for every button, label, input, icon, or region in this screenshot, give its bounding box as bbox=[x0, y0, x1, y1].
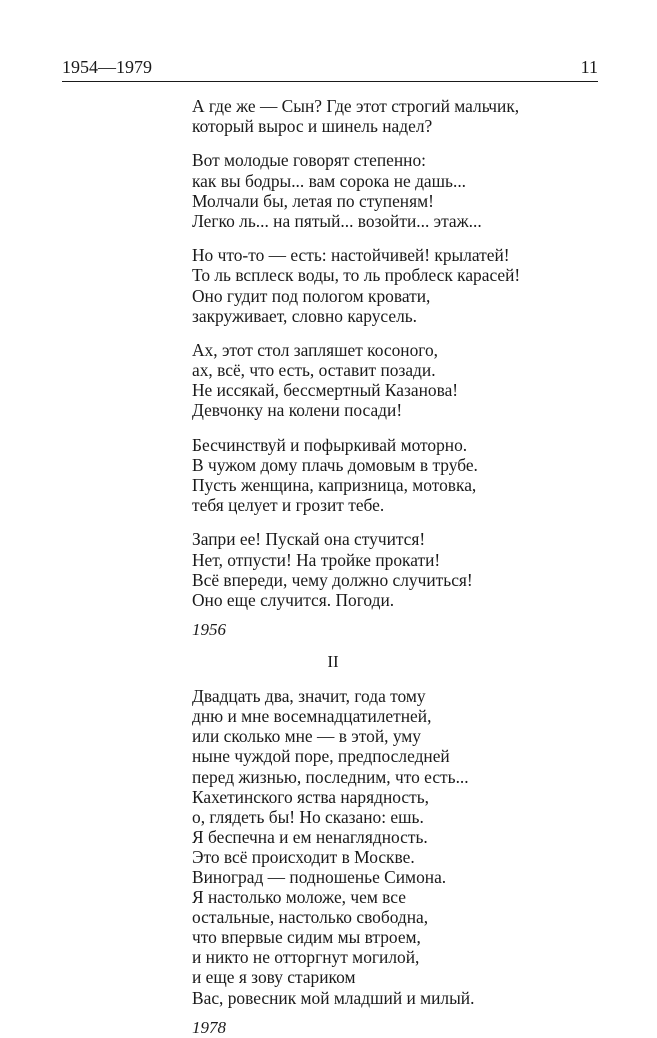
verse-line: и еще я зову стариком bbox=[192, 967, 356, 988]
verse-line: остальные, настолько свободна, bbox=[192, 907, 429, 928]
verse-line: дню и мне восемнадцатилетней, bbox=[192, 706, 432, 727]
verse-line: То ль всплеск воды, то ль проблеск карасей! bbox=[192, 265, 521, 286]
stanza bbox=[192, 686, 592, 1008]
verse-line: Вас, ровесник мой младший и милый. bbox=[192, 987, 475, 1008]
verse-line: Вот молодые говорят степенно: bbox=[192, 150, 426, 171]
running-head-years: 1954—1979 bbox=[62, 57, 152, 77]
verse-line: о, глядеть бы! Но сказано: ешь. bbox=[192, 806, 424, 827]
verse-line: Бесчинствуй и пофыркивай моторно. bbox=[192, 434, 468, 455]
verse-line: или сколько мне — в этой, уму bbox=[192, 726, 421, 747]
verse-line: Это всё происходит в Москве. bbox=[192, 846, 415, 867]
verse-line: Двадцать два, значит, года тому bbox=[192, 686, 426, 707]
verse-line: Виноград — подношенье Симона. bbox=[192, 866, 447, 887]
header-rule bbox=[62, 81, 598, 82]
verse-line: Молчали бы, летая по ступеням! bbox=[192, 190, 434, 211]
stanza bbox=[192, 245, 592, 326]
verse-line: Оно еще случится. Погоди. bbox=[192, 589, 395, 610]
poem-date: 1956 bbox=[192, 620, 226, 640]
verse-line: ныне чуждой поре, предпоследней bbox=[192, 746, 450, 767]
part-heading: II bbox=[327, 652, 339, 672]
verse-line: Всё впереди, чему должно случиться! bbox=[192, 569, 473, 590]
verse-line: что впервые сидим мы втроем, bbox=[192, 927, 421, 948]
verse-line: Оно гудит под пологом кровати, bbox=[192, 285, 431, 306]
verse-line: закруживает, словно карусель. bbox=[192, 305, 418, 326]
verse-line: Я настолько моложе, чем все bbox=[192, 887, 406, 908]
verse-line: Нет, отпусти! На тройке прокати! bbox=[192, 549, 441, 570]
verse-line: Кахетинского яства нарядность, bbox=[192, 786, 429, 807]
verse-line: А где же — Сын? Где этот строгий мальчик, bbox=[192, 96, 520, 116]
stanza bbox=[192, 340, 592, 421]
poem-text bbox=[192, 96, 592, 1038]
verse-line: который вырос и шинель надел? bbox=[192, 116, 433, 137]
verse-line: В чужом дому плачь домовым в трубе. bbox=[192, 454, 478, 475]
verse-line: Легко ль... на пятый... возойти... этаж... bbox=[192, 210, 482, 231]
stanza bbox=[192, 96, 592, 136]
verse-line: как вы бодры... вам сорока не дашь... bbox=[192, 170, 467, 191]
page-number: 11 bbox=[580, 57, 598, 77]
verse-line: Не иссякай, бессмертный Казанова! bbox=[192, 380, 459, 401]
verse-line: Но что-то — есть: настойчивей! крылатей! bbox=[192, 245, 510, 266]
verse-line: Пусть женщина, капризница, мотовка, bbox=[192, 475, 477, 495]
verse-line: Ах, этот стол запляшет косоного, bbox=[192, 339, 439, 360]
verse-line: Девчонку на колени посади! bbox=[192, 400, 403, 421]
verse-line: перед жизнью, последним, что есть... bbox=[192, 766, 469, 787]
verse-line: Запри ее! Пускай она стучится! bbox=[192, 529, 426, 550]
running-head bbox=[62, 56, 598, 80]
verse-line: ах, всё, что есть, оставит позади. bbox=[192, 360, 436, 381]
verse-line: тебя целует и грозит тебе. bbox=[192, 495, 385, 516]
poem-date: 1978 bbox=[192, 1017, 226, 1037]
stanza bbox=[192, 150, 592, 231]
stanza bbox=[192, 435, 592, 516]
verse-line: Я беспечна и ем ненаглядность. bbox=[192, 826, 428, 847]
verse-line: и никто не отторгнут могилой, bbox=[192, 947, 420, 968]
stanza bbox=[192, 529, 592, 610]
